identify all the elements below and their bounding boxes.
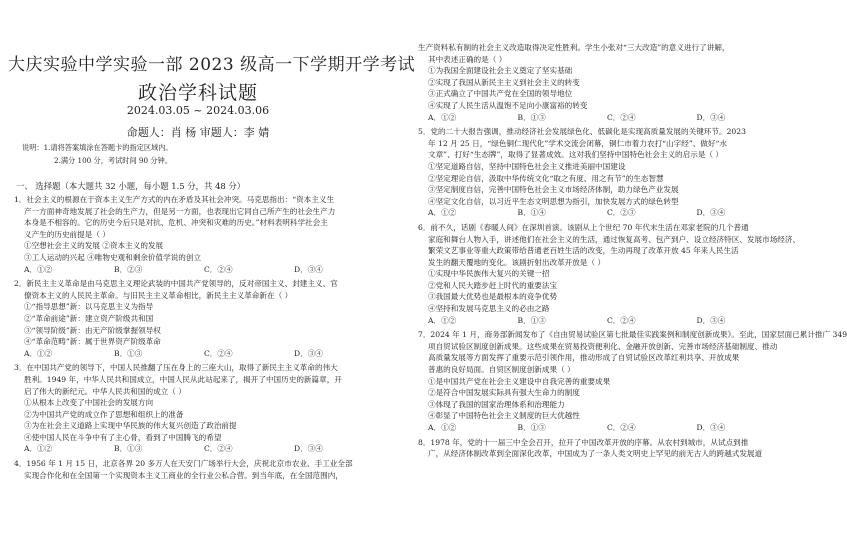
question-line: 普惠的良好局面。自贸区制度创新成果（ ） [428,365,575,375]
question-line: 高质量发展等方面发挥了重要示范引领作用，推动形成了自贸试验区改革红利共享、开放成果 [428,353,740,363]
question-line: 7．2024 年 1 月，商务部新闻发布了《自由贸易试验区第七批最佳实践案例和制度创新成果》。至此，国家层面已累计推广 349 [418,330,847,340]
answer-option[interactable]: C．②④ [204,264,233,274]
question-line: ③“领导阶级”新：由无产阶级掌握领导权 [24,325,161,335]
question-line: ④坚持和发展马克思主义的必由之路 [428,304,550,314]
answer-option[interactable]: A．①② [24,264,53,274]
answer-option[interactable]: D．③④ [696,208,726,218]
question-line: ③为在社会主义道路上实现中华民族的伟大复兴创造了政治前提 [24,421,237,431]
question-line: 胜利。1949 年，中华人民共和国成立，中国人民从此站起来了，揭开了中国历史的新篇章，开 [24,374,342,384]
question-line: 5．党的二十大报告强调，推动经济社会发展绿色化、低碳化是实现高质量发展的关键环节。2023 [418,127,746,137]
question-line: 繁荣文艺事业等重大政策带给普通老百姓生活的改变，生动再现了改革开放 45 年来人民生活 [428,246,739,256]
question-line: ②是符合中国发展实际具有强大生命力的制度 [428,388,580,398]
left-question-column [14,194,394,484]
question-line: 家庭和舞台人物入手，讲述他们在社会主义的生活，通过恢复高考、包产到户、设立经济特区、发展市场经济、 [428,234,801,244]
question-line: 发生的翻天覆地的变化。该剧折射出改革开放是（ ） [428,257,606,267]
question [14,458,394,481]
answer-options [14,348,394,360]
question-line: ③体现了我国的国家治理体系和治理能力 [428,399,565,409]
question-line: 3．在中国共产党的领导下，中国人民推翻了压在身上的三座大山，取得了新民主主义革命的伟大 [14,363,338,373]
question-line: ①坚定道路自信，坚持中国特色社会主义推进美丽中国建设 [428,161,626,171]
answer-option[interactable]: B．①④ [517,208,546,218]
answer-options [418,112,786,124]
question-line: ①是中国共产党在社会主义建设中自我完善的重要成果 [428,376,611,386]
question [418,126,786,219]
answer-option[interactable]: D．③④ [294,264,323,274]
answer-option[interactable]: A．①② [428,112,457,122]
question-line: 僚资本主义的人民民主革命。与旧民主主义革命相比，新民主主义革命新在（ ） [24,290,293,300]
answer-option[interactable]: C．②④ [607,112,636,122]
answer-option[interactable]: B．①③ [114,348,143,358]
question-line: 义产生的历史前提是（ ） [24,229,110,239]
question-line: 启了伟大的新纪元。中华人民共和国的成立（ ） [24,386,186,396]
note-line-2: 2.满分 100 分，考试时间 90 分钟。 [54,156,172,165]
question-line: ④使中国人民在斗争中有了主心骨，看到了中国腾飞的希望 [24,432,222,442]
exam-date: 2024.03.05 ~ 2024.03.06 [126,104,270,117]
question-line: ④实现了人民生活从温饱不足向小康富裕的转变 [428,100,588,110]
question-line: ②党和人民大踏步赶上时代的重要法宝 [428,280,558,290]
question-line: ②“革命前途”新：建立资产阶级共和国 [24,313,154,323]
question-line: ①实现中华民族伟大复兴的关键一招 [428,269,550,279]
answer-option[interactable]: D．③④ [696,423,726,432]
question-line: ③我国最大优势也是最根本的竞争优势 [428,292,558,302]
answer-option[interactable]: D．③④ [294,444,323,454]
subject-title: 政治学科试题 [137,82,258,104]
question-line: 生产资料私有制的社会主义改造取得决定性胜利。学生小张对“三大改造”的意义进行了讲解， [418,43,730,52]
question-line: ②实现了我国从新民主主义到社会主义的转变 [428,77,580,87]
question [14,362,394,455]
question [418,222,801,326]
answer-option[interactable]: D．③④ [294,348,323,358]
answer-option[interactable]: C．②③ [607,208,636,218]
question-line: ④彰显了中国特色社会主义制度的巨大优越性 [428,411,580,421]
question-line: 产一方面神奇地发展了社会的生产力，但是另一方面，也表现出它同自己所产生的社会生产力 [24,206,336,216]
question-line: 6．前不久，话剧《春暖人间》在深圳首演。该剧从上个世纪 70 年代末生活在邓家老院的几个普通 [418,222,749,232]
section-heading: 一、 选择题（本大题共 32 小题，每小题 1.5 分，共 48 分） [16,181,246,191]
question [418,42,786,123]
question-line: 本身是不相容的。它的历史今后只是对抗、危机、冲突和灾难的历史。”材料表明科学社会主 [24,218,328,228]
answer-option[interactable]: B．①③ [517,315,546,325]
question-line: ②为中国共产党的成立作了思想和组织上的准备 [24,409,184,419]
answer-option[interactable]: A．①② [428,315,457,325]
answer-option[interactable]: B．①③ [517,112,546,122]
answer-options [14,443,394,455]
school-title: 大庆实验中学实验一部 2023 级高一下学期开学考试 [8,55,416,75]
answer-option[interactable]: B．②③ [114,264,143,274]
answer-options [418,422,786,434]
answer-options [14,264,394,276]
answer-option[interactable]: C．②④ [204,444,233,454]
answer-option[interactable]: B．①③ [114,444,143,454]
question-line: ①“指导思想”新：以马克思主义为指导 [24,302,154,312]
note-line-1: 说明：1.请将答案填涂在答题卡的指定区域内。 [22,143,173,152]
answer-options [418,315,786,327]
question-line: ②坚定理论自信，汲取中华传统文化“取之有度、用之有节”的生态智慧 [428,173,664,183]
question-line: 2．新民主主义革命是由马克思主义理论武装的中国共产党领导的，反对帝国主义、封建主义、官 [14,279,338,289]
question-line: 8．1978 年，党的十一届三中全会召开，拉开了中国改革开放的序幕。从农村到城市，从试点到推 [418,437,749,447]
question [418,437,786,460]
question-line: ④“革命范畴”新：属于世界资产阶级革命 [24,337,161,347]
answer-option[interactable]: C．②④ [204,348,233,358]
question-line: ①空想社会主义的发展 ②资本主义的发展 [24,241,164,251]
question-line: 广，从经济体制改革到全面深化改革，中国成为了一条人类文明史上罕见的前无古人的跨越式发展道 [428,449,763,459]
question [418,329,847,433]
authors: 命题人：肖 杨 审题人：李 婧 [126,126,270,139]
question-line: 年 12 月 25 日，“绿色铜仁现代化”学术交流会闭幕，铜仁市着力农打“山字经”、做好“水 [428,138,727,148]
question-line: 4．1956 年 1 月 15 日，北京各界 20 多万人在天安门广场举行大会，庆祝北京市农业、手工业全部 [14,459,353,469]
answer-option[interactable]: D．③④ [696,315,726,325]
question-line: ④坚定文化自信，以习近平生态文明思想为指引，加快发展方式的绿色转型 [428,196,679,206]
question-line: ③正式确立了中国共产党在全国的领导地位 [428,89,573,99]
answer-option[interactable]: A．①② [428,423,457,432]
answer-option[interactable]: C．②④ [607,315,636,325]
question-line: 项自贸试验区制度创新成果。这些成果在贸易投资便利化、金融开放创新、完善市场经济基础制度、推动 [428,341,778,351]
question-line: ③工人运动的兴起 ④唯物史观和剩余价值学说的创立 [24,252,202,262]
answer-options [418,207,786,219]
question-line: ①为我国全面建设社会主义奠定了坚实基础 [428,66,573,76]
question-line: ①从根本上改变了中国社会的发展方向 [24,398,154,408]
answer-option[interactable]: D．③④ [696,112,726,122]
question [14,278,394,359]
question-line: 实现合作化和在全国第一个实现资本主义工商业的全行业公私合营。到当年底，在全国范围内， [24,470,343,480]
answer-option[interactable]: B．①③ [517,423,546,432]
question-line: 其中表述正确的是（ ） [428,54,507,64]
right-question-column [418,42,847,463]
question [14,194,394,275]
answer-option[interactable]: C．②④ [607,423,636,432]
answer-option[interactable]: A．①② [24,348,53,358]
question-line: ③坚定制度自信，完善中国特色社会主义市场经济体制，助力绿色产业发展 [428,185,679,195]
question-line: 文章”、打好“生态牌”，取得了显著成效。这对我们坚持中国特色社会主义的启示是（ ） [428,150,724,160]
question-line: 1．社会主义的根源在于资本主义生产方式的内在矛盾及其社会冲突。马克思指出：“资本主义生 [14,195,335,204]
answer-option[interactable]: A．①② [24,444,53,454]
answer-option[interactable]: A．①② [428,208,457,218]
